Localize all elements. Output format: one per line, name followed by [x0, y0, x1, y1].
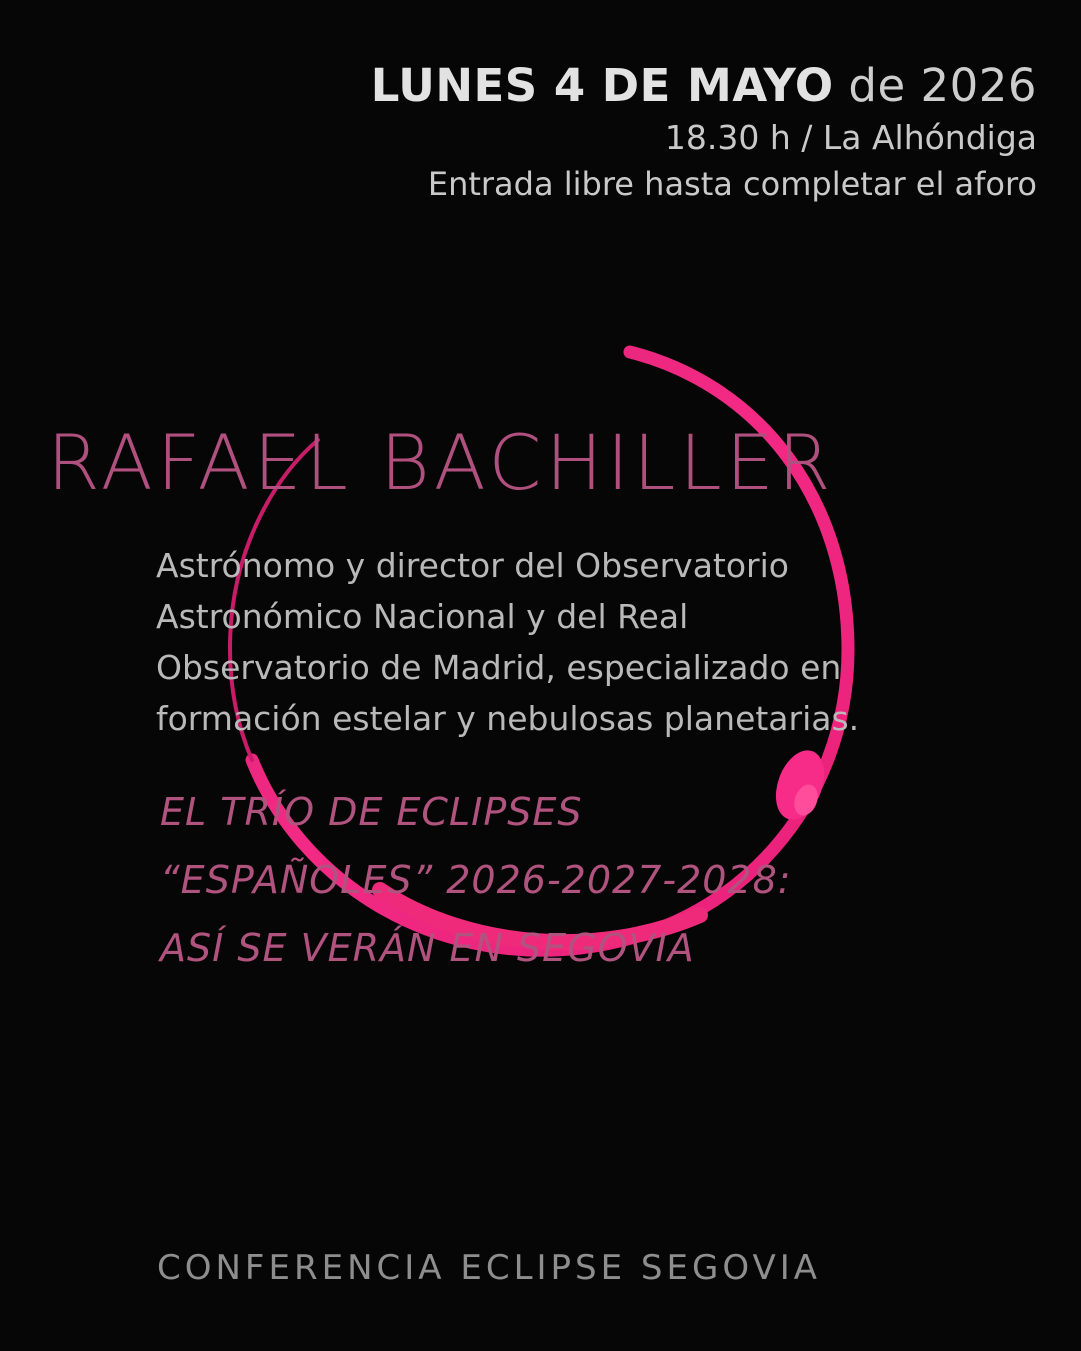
speaker-name: RAFAEL BACHILLER — [47, 418, 835, 507]
speaker-bio-line: Astrónomo y director del Observatorio — [156, 546, 789, 585]
speaker-bio — [156, 540, 996, 744]
event-header — [371, 58, 1037, 207]
event-time-venue: 18.30 h / La Alhóndiga — [664, 118, 1037, 157]
speaker-bio-line: formación estelar y nebulosas planetarias. — [156, 699, 860, 738]
event-date-year: de 2026 — [833, 59, 1037, 112]
talk-title-line: EL TRÍO DE ECLIPSES — [160, 790, 583, 834]
event-date — [371, 58, 1037, 114]
talk-title-line: “ESPAÑOLES” 2026-2027-2028: — [160, 858, 792, 902]
speaker-bio-line: Astronómico Nacional y del Real — [156, 597, 689, 636]
event-access-note: Entrada libre hasta completar el aforo — [427, 165, 1037, 203]
event-date-bold: LUNES 4 DE MAYO — [370, 59, 834, 112]
event-series-name: CONFERENCIA ECLIPSE SEGOVIA — [157, 1248, 822, 1288]
speaker-bio-line: Observatorio de Madrid, especializado en — [156, 648, 842, 687]
talk-title-line: ASÍ SE VERÁN EN SEGOVIA — [160, 926, 695, 970]
talk-title — [160, 778, 1020, 982]
